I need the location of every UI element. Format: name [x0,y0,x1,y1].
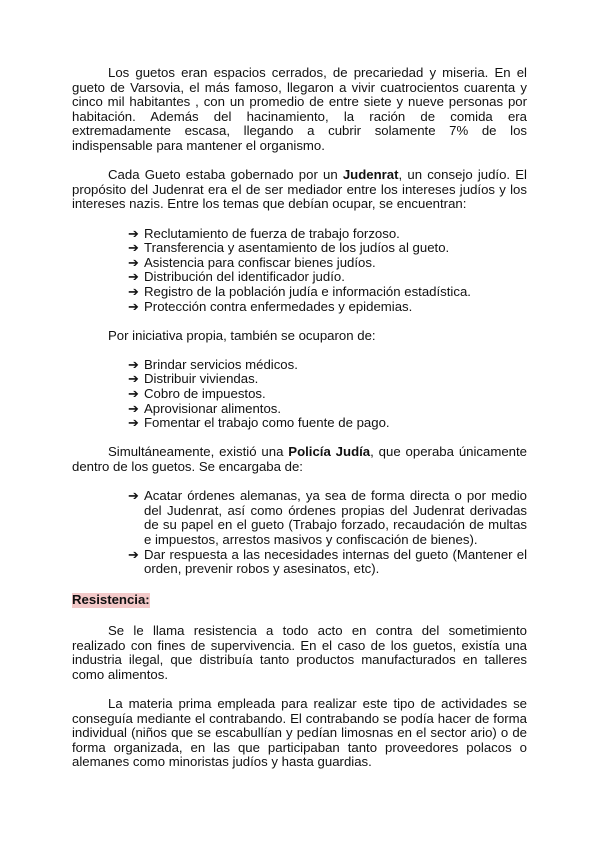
list-item [128,241,527,256]
list-item [128,358,527,373]
arrow-bullet-icon: ➔ [128,298,140,314]
list-item-text: Acatar órdenes alemanas, ya sea de forma directa o por medio del Judenrat, así como órdenes propias del Judenrat derivadas de su papel en el gueto (Trabajo forzado, recaudación de multas e impuestos, arrestos masivos y confiscación de bienes). [144,488,527,547]
list-item [128,300,527,315]
list-item-text: Cobro de impuestos. [144,386,266,402]
arrow-bullet-icon: ➔ [128,400,140,416]
list-item [128,270,527,285]
list-item-text: Reclutamiento de fuerza de trabajo forzoso. [144,225,400,241]
paragraph-policia-text-b: , que operaba únicamente dentro de los guetos. Se encargaba de: [72,444,528,475]
paragraph-contrabando: La materia prima empleada para realizar este tipo de actividades se conseguía mediante el contrabando. El contrabando se podía hacer de forma individual (niños que se escabullían y pedían limosnas en el sector ario) o de forma organizada, en las que participaban tanto proveedores polacos o alemanes como minoristas judíos y hasta guardias. [72,695,527,770]
list-item [128,372,527,387]
list-item-text: Transferencia y asentamiento de los judíos al gueto. [144,240,450,256]
arrow-bullet-icon: ➔ [128,546,140,562]
arrow-bullet-icon: ➔ [128,371,140,387]
list-item-text: Asistencia para confiscar bienes judíos. [144,254,376,270]
list-item [128,548,527,577]
list-item-text: Dar respuesta a las necesidades internas del gueto (Mantener el orden, prevenir robos y asesinatos, etc). [144,546,527,577]
paragraph-judenrat-text-b: , un consejo judío. El propósito del Judenrat era el de ser mediador entre los intereses judíos y los intereses nazis. Entre los temas que debían ocupar, se encuentran: [72,167,527,212]
paragraph-policia [72,445,527,474]
arrow-bullet-icon: ➔ [128,356,140,372]
paragraph-resistencia: Se le llama resistencia a todo acto en contra del sometimiento realizado con fines de supervivencia. En el caso de los guetos, existía una industria ilegal, que distribuía tanto productos manufacturados en talleres como alimentos. [72,622,527,682]
arrow-bullet-icon: ➔ [128,269,140,285]
arrow-bullet-icon: ➔ [128,225,140,241]
list-item-text: Distribuir viviendas. [144,371,259,387]
list-item-text: Fomentar el trabajo como fuente de pago. [144,415,390,431]
arrow-bullet-icon: ➔ [128,386,140,402]
list-item [128,489,527,547]
arrow-bullet-icon: ➔ [128,254,140,270]
list-item [128,416,527,431]
document-page [72,66,527,770]
term-policia-judia: Policía Judía [288,444,371,460]
list-item [128,387,527,402]
paragraph-judenrat [72,168,527,212]
list-item-text: Brindar servicios médicos. [144,356,298,372]
section-heading-resistencia: Resistencia: [72,592,150,608]
arrow-bullet-icon: ➔ [128,488,140,504]
paragraph-guetos: Los guetos eran espacios cerrados, de precariedad y miseria. En el gueto de Varsovia, el más famoso, llegaron a vivir cuatrocientos cuarenta y cinco mil habitantes , con un promedio de entre siete y nueve personas por habitación. Además del hacinamiento, la ración de comida era extremadamente escasa, llegando a cubrir solamente 7% de los indispensable para mantener el organismo. [72,65,527,153]
list-item-text: Registro de la población judía e información estadística. [144,283,471,299]
list-police-duties [72,489,527,577]
list-item [128,402,527,417]
list-item-text: Aprovisionar alimentos. [144,400,282,416]
list-item [128,256,527,271]
list-item-text: Protección contra enfermedades y epidemias. [144,298,413,314]
list-judenrat-tasks [72,227,527,315]
list-item-text: Distribución del identificador judío. [144,269,345,285]
paragraph-iniciativa: Por iniciativa propia, también se ocuparon de: [108,327,376,343]
arrow-bullet-icon: ➔ [128,415,140,431]
list-own-initiative [72,358,527,431]
term-judenrat: Judenrat [342,167,399,183]
list-item [128,227,527,242]
paragraph-judenrat-text-a: Cada Gueto estaba gobernado por un [108,167,343,183]
paragraph-policia-text-a: Simultáneamente, existió una [108,444,289,460]
arrow-bullet-icon: ➔ [128,240,140,256]
list-item [128,285,527,300]
arrow-bullet-icon: ➔ [128,283,140,299]
